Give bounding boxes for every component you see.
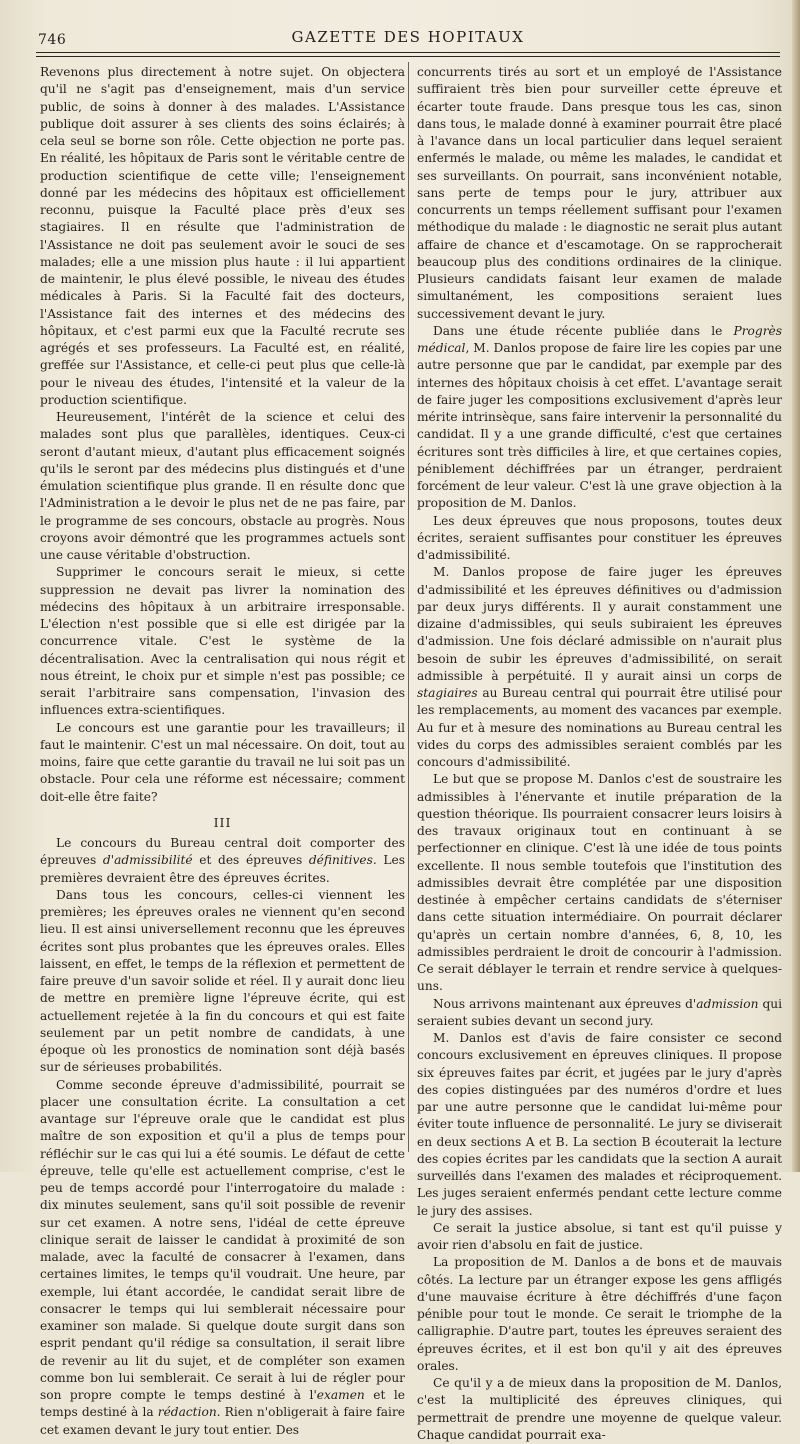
paragraph [417,564,782,771]
paragraph: Ce qu'il y a de mieux dans la proposition de M. Danlos, c'est la multiplicité des épreuves cliniques, qui permettrait de prendre une moyenne de quelque valeur. Chaque candidat pourrait exa- [417,1376,782,1442]
text-run: . Les premières devraient être des épreuves écrites. [40,853,405,885]
paragraph [40,1077,405,1439]
header-rule-thick [36,52,780,53]
text-run: Nous arrivons maintenant aux épreuves d' [433,996,697,1011]
paragraph: concurrents tirés au sort et un employé de l'Assistance suffiraient très bien pour surveiller cette épreuve et écarter toute fraude. Dans presque tous les cas, sinon dans tous, le malade donné à examiner pourrait être placé à l'avance dans un local particulier dans lequel seraient enfermés le malade, ou même les malades, le candidat et ses surveillants. On pourrait, sans inconvénient notable, sans perte de temps pour le jury, attribuer aux concurrents un temps réellement suffisant pour l'examen méthodique du malade : le diagnostic ne serait plus autant affaire de chance et d'escamotage. On se rapprocherait beaucoup plus des conditions ordinaires de la clinique. Plusieurs candidats faisant leur examen de malade simultanément, les compositions seraient lues successivement devant le jury. [417,65,782,321]
italic-term: stagiaires [417,686,478,700]
text-run: au Bureau central qui pourrait être utilisé pour les remplacements, au moment des vacances par exemple. Au fur et à mesure des nominations au Bureau central les vides du corps des admissibles seraient comblés par les concours d'admissibilité. [417,686,782,769]
paragraph [40,835,405,887]
italic-term: Progrès médical [417,323,782,355]
paragraph: Le but que se propose M. Danlos c'est de soustraire les admissibles à l'énervante et inutile préparation de la question théorique. Ils pourraient consacrer leurs loisirs à des travaux originaux tout en continuant à se perfectionner en clinique. C'est là une idée de tous points excellente. Il nous semble toutefois que l'institution des admissibles devrait être complétée par une disposition destinée à empêcher certains candidats de s'éterniser dans cette situation intermédiaire. On pourrait déclarer qu'après un certain nombre d'années, 6, 8, 10, les admissibles perdraient le droit de concourir à l'admission. Ce serait déblayer le terrain et rendre service à quelques-uns. [417,772,782,994]
paragraph: Les deux épreuves que nous proposons, toutes deux écrites, seraient suffisantes pour constituer les épreuves d'admissibilité. [417,513,782,562]
section-number: III [213,814,232,830]
text-run: Le concours du Bureau central doit comporter des épreuves [40,836,405,868]
italic-term: définitives [308,853,373,868]
paragraph [417,323,782,513]
paragraph: Heureusement, l'intérêt de la science et celui des malades sont plus que parallèles, identiques. Ceux-ci seront d'autant mieux, d'autant plus efficacement soignés qu'ils le seront par des médecins plus distingués et d'une émulation scientifique plus grande. Il en résulte donc que l'Administration a le devoir le plus net de ne pas faire, par le programme de ses concours, obstacle au progrès. Nous croyons avoir démontré que les programmes actuels sont une cause véritable d'obstruction. [40,410,405,562]
paragraph: Revenons plus directement à notre sujet. On objectera qu'il ne s'agit pas d'enseignement, mais d'un service public, de soins à donner à des malades. L'Assistance publique doit assurer à ses clients des soins éclairés; à cela seul se borne son rôle. Cette objection ne porte pas. En réalité, les hôpitaux de Paris sont le véritable centre de production scientifique de cette ville; l'enseignement donné par les médecins des hôpitaux est officiellement reconnu, puisque la Faculté place près d'eux ses stagiaires. Il en résulte que l'administration de l'Assistance ne doit pas seulement avoir le souci de ses malades; elle a une mission plus haute : il lui appartient de maintenir, le plus élevé possible, le niveau des études médicales à Paris. Si la Faculté fait des docteurs, l'Assistance fait des internes et des médecins des hôpitaux, et c'est parmi eux que la Faculté recrute ses agrégés et ses professeurs. La Faculté est, en réalité, greffée sur l'Assistance, et celle-ci peut plus que celle-là pour le niveau des études, l'intensité et la valeur de la production scientifique. [40,65,405,407]
paragraph: Supprimer le concours serait le mieux, si cette suppression ne devait pas livrer la nomination des médecins des hôpitaux à un arbitraire irresponsable. L'élection n'est possible que si elle est dirigée par la concurrence vitale. C'est le système de la décentralisation. Avec la centralisation qui nous régit et nous étreint, le choix pur et simple n'est pas possible; ce serait l'arbitraire sans compensation, l'invasion des influences extra-scientifiques. [40,565,405,718]
text-run: qui seraient subies devant un second jury. [417,996,782,1028]
left-column [40,64,405,1439]
italic-term: d'admissibilité [102,853,193,868]
italic-term: admission [696,996,759,1011]
page-number: 746 [38,32,67,48]
italic-term: examen [316,1388,365,1402]
paragraph: Ce serait la justice absolue, si tant est qu'il puisse y avoir rien d'absolu en fait de justice. [417,1220,782,1252]
text-run: . Rien n'obligerait à faire faire cet examen devant le jury tout entier. Des [40,1405,405,1437]
text-run: et le temps destiné à la [40,1388,405,1420]
right-column [417,64,782,1444]
paragraph: Dans tous les concours, celles-ci viennent les premières; les épreuves orales ne viennent qu'en second lieu. Il est ainsi universellement reconnu que les épreuves écrites sont plus probantes que les épreuves orales. Elles laissent, en effet, le temps de la réflexion et permettent de faire preuve d'un savoir solide et réel. Il y aurait donc lieu de mettre en première ligne l'épreuve écrite, qui est actuellement rejetée à la fin du concours et qui est faite seulement par un petit nombre de candidats, à une époque où les pronostics de nomination sont déjà basés sur de sérieuses probabilités. [40,887,405,1075]
paragraph: Le concours est une garantie pour les travailleurs; il faut le maintenir. C'est un mal nécessaire. On doit, tout au moins, faire que cette garantie du travail ne lui soit pas un obstacle. Pour cela une réforme est nécessaire; comment doit-elle être faite? [40,720,405,804]
column-divider [408,62,409,1152]
paragraph: La proposition de M. Danlos a de bons et de mauvais côtés. La lecture par un étranger expose les gens affligés d'une mauvaise écriture à être déchiffrés d'une façon pénible pour tout le monde. Ce serait le triomphe de la calligraphie. D'autre part, toutes les épreuves seraient des épreuves écrites, et il est bon qu'il y ait des épreuves orales. [417,1255,782,1373]
header-rule-thin [36,56,780,57]
paragraph: M. Danlos est d'avis de faire consister ce second concours exclusivement en épreuves cliniques. Il propose six épreuves faites par écrit, et jugées par le jury d'après des copies distinguées par des numéros d'ordre et lues par une autre personne que le candidat lui-même pour éviter toute influence de personnalité. Le jury se diviserait en deux sections A et B. La section B écouterait la lecture des copies écrites par les candidats que la section A aurait surveillés dans l'examen des malades et réciproquement. Les juges seraient enfermés pendant cette lecture comme le jury des assises. [417,1031,782,1218]
text-run: , M. Danlos propose de faire lire les copies par une autre personne que par le candidat, par exemple par des internes des hôpitaux choisis à cet effet. L'avantage serait de faire juger les compositions exclusivement d'après leur mérite intrinsèque, sans faire intervenir la personnalité du candidat. Il y a une grande difficulté, c'est que certaines écritures sont très difficiles à lire, et que certaines copies, péniblement déchiffrées par un étranger, perdraient forcément de leur valeur. C'est là une grave objection à la proposition de M. Danlos. [417,341,782,511]
paragraph [417,996,782,1031]
text-run: Dans une étude récente publiée dans le [433,323,734,338]
text-run: et des épreuves [192,853,309,868]
text-run: M. Danlos propose de faire juger les épreuves d'admissibilité et les épreuves définitives ou d'admission par deux jurys différents. Il y aurait constamment une dizaine d'admissibles, qui seuls subiraient les épreuves d'admission. Une fois déclaré admissible on n'aurait plus besoin de subir les épreuves d'admissibilité, on serait admissible à perpétuité. Il y aurait ainsi un corps de [417,565,782,683]
running-header [36,28,780,50]
book-edge [792,0,800,1172]
text-run: Comme seconde épreuve d'admissibilité, pourrait se placer une consultation écrite. La consultation a cet avantage sur l'épreuve orale que le candidat est plus maître de son exposition et qu'il a plus de temps pour réfléchir sur le cas qui lui a été soumis. Le défaut de cette épreuve, telle qu'elle est actuellement comprise, c'est le peu de temps accordé pour l'interrogatoire du malade : dix minutes seulement, sans qu'il soit possible de revenir sur cet examen. A notre sens, l'idéal de cette épreuve clinique serait de laisser le candidat à proximité de son malade, avec la faculté de consacrer à l'examen, dans certaines limites, le temps qu'il voudrait. Une heure, par exemple, lui étant accordée, le candidat serait libre de consacrer le temps qui lui semblerait nécessaire pour examiner son malade. Si quelque doute surgit dans son esprit pendant qu'il rédige sa consultation, il serait libre de revenir au lit du sujet, et de compléter son examen comme bon lui semblerait. Ce serait à lui de régler pour son propre compte le temps destiné à l' [40,1077,405,1402]
italic-term: rédaction [157,1405,217,1420]
journal-title: GAZETTE DES HOPITAUX [291,28,525,46]
